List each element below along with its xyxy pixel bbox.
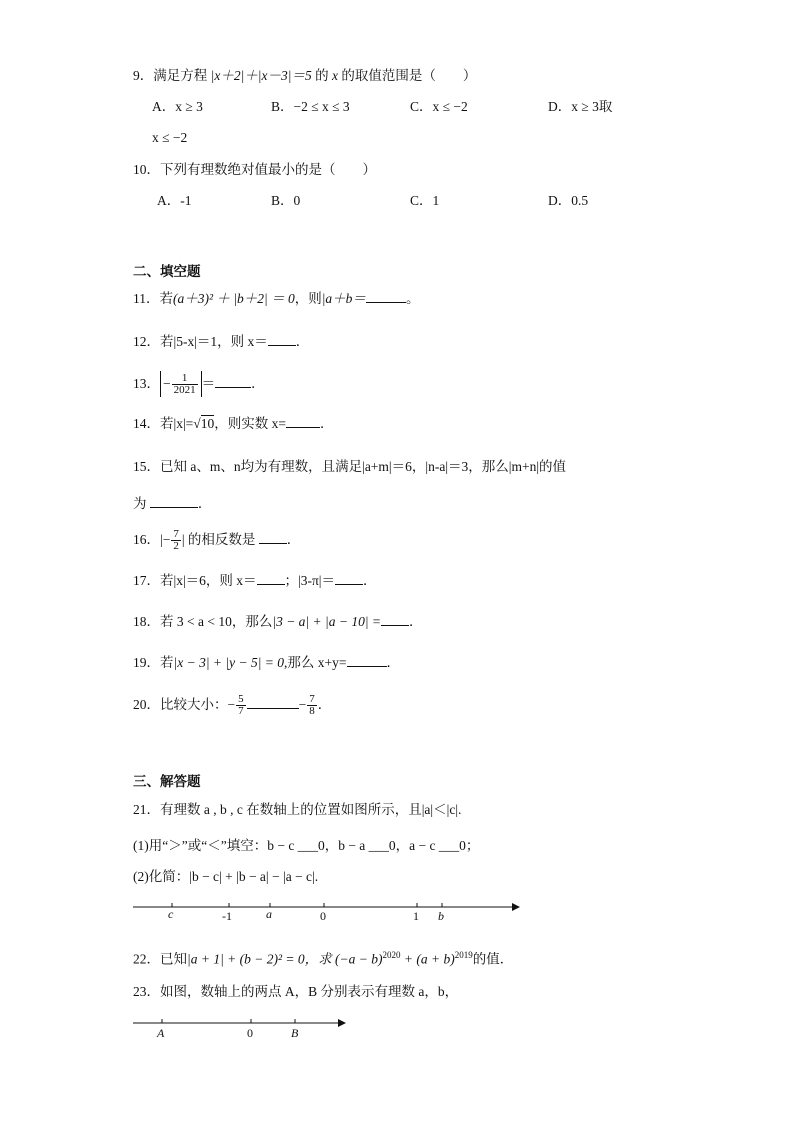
q16-fraction-denominator: 2 — [173, 540, 179, 553]
answer-blank[interactable] — [247, 696, 299, 709]
section-3-title: 三、解答题 — [133, 774, 201, 789]
q16-fraction-numerator: 7 — [173, 528, 179, 541]
axis-label-1: 1 — [413, 909, 419, 923]
answer-blank[interactable] — [381, 613, 409, 626]
question-17 — [133, 572, 377, 590]
question-13 — [133, 369, 265, 399]
answer-blank[interactable] — [347, 654, 387, 667]
q14-text: ，则实数 x= — [214, 416, 286, 431]
q17-text: ． — [363, 573, 377, 588]
q23-number-line — [128, 1012, 358, 1042]
question-15-line1: 15．已知 a、m、n均为有理数，且满足|a+m|＝6，|n-a|＝3，那么|m+n|的值 — [133, 459, 567, 474]
q19-text: 19．若 — [133, 655, 174, 670]
axis-label-b: b — [438, 909, 444, 923]
q11-text: ，则 — [294, 291, 322, 306]
answer-blank[interactable] — [150, 495, 198, 508]
q18-expression: |3 − a| + |a − 10| = — [272, 614, 382, 629]
question-12 — [133, 333, 309, 351]
q9-stem-part: 9．满足方程 — [133, 68, 208, 83]
question-22 — [133, 946, 513, 969]
q9-option-a[interactable]: A．x ≥ 3 — [152, 99, 203, 114]
q19-expression: |x − 3| + |y − 5| = 0 — [173, 655, 285, 670]
q12-text: ． — [295, 334, 310, 349]
q20-fraction-1-denominator: 7 — [238, 705, 244, 718]
q20-fraction-2-numerator: 7 — [309, 693, 315, 706]
q10-option-b[interactable]: B．0 — [271, 193, 301, 208]
axis-label-minus-1: -1 — [222, 909, 232, 923]
question-20 — [133, 690, 331, 720]
q16-text: 16．|− — [133, 532, 171, 547]
answer-blank[interactable] — [215, 375, 251, 388]
q13-fraction-numerator: 1 — [172, 373, 198, 385]
q22-exponent: 2019 — [454, 950, 473, 960]
question-9-stem — [133, 67, 476, 85]
question-14 — [133, 415, 333, 433]
question-18 — [133, 613, 423, 631]
axis-label-0: 0 — [247, 1026, 253, 1040]
question-10-stem: 10．下列有理数绝对值最小的是（ ） — [133, 162, 376, 177]
q9-option-b[interactable]: B．−2 ≤ x ≤ 3 — [271, 99, 350, 114]
axis-label-c: c — [168, 907, 174, 921]
q11-text: 。 — [405, 291, 420, 306]
q20-text: − — [298, 697, 307, 712]
q19-text: ． — [386, 655, 401, 670]
question-21-part1: (1)用“＞”或“＜”填空：b − c ___0，b − a ___0，a − c ___0； — [133, 838, 480, 853]
axis-label-a: a — [266, 907, 272, 921]
arrow-head-icon — [338, 1019, 346, 1027]
q22-expression: + (a + b) — [400, 951, 455, 967]
q9-variable: x — [331, 68, 338, 83]
q17-text: ；|3-π|＝ — [284, 573, 335, 588]
answer-blank[interactable] — [286, 415, 320, 428]
axis-label-A: A — [157, 1026, 165, 1040]
q18-text: ． — [409, 614, 423, 629]
q19-text: ,那么 x+y= — [284, 655, 347, 670]
answer-blank[interactable] — [366, 290, 406, 303]
q22-text: 的值． — [472, 951, 514, 967]
q14-text: ． — [319, 416, 334, 431]
question-21-part2: (2)化简：|b − c| + |b − a| − |a − c|. — [133, 869, 319, 884]
q13-text: 13． — [133, 376, 160, 391]
q11-text: 11．若 — [133, 291, 173, 306]
answer-blank[interactable] — [335, 572, 363, 585]
answer-blank[interactable] — [259, 531, 287, 544]
q10-option-c[interactable]: C．1 — [410, 193, 440, 208]
q11-expression: (a＋3)² ＋ |b＋2| ＝ 0 — [173, 291, 295, 306]
q22-text: 22．已知 — [133, 951, 187, 967]
question-19 — [133, 654, 400, 672]
arrow-head-icon — [512, 903, 520, 911]
q16-text: | 的相反数是 — [181, 532, 256, 547]
q21-number-line — [128, 896, 528, 926]
sqrt-symbol: √ — [193, 416, 201, 431]
q9-equation: |x＋2|＋|x－3|＝5 — [210, 68, 312, 83]
question-21-stem: 21．有理数 a , b , c 在数轴上的位置如图所示，且|a|＜|c|. — [133, 802, 462, 817]
q22-exponent: 2020 — [382, 950, 401, 960]
q18-text: 18．若 3 < a < 10，那么 — [133, 614, 273, 629]
q13-text: ＝ — [201, 376, 216, 391]
q22-expression: |a + 1| + (b − 2)² = 0，求 (−a − b) — [187, 951, 383, 967]
q13-text: ． — [251, 376, 265, 391]
answer-blank[interactable] — [257, 572, 285, 585]
question-15-line2 — [133, 495, 211, 513]
q20-text: 20．比较大小：− — [133, 697, 236, 712]
q20-fraction-2-denominator: 8 — [309, 705, 315, 718]
question-16 — [133, 526, 300, 554]
q9-option-d[interactable]: D．x ≥ 3取 — [548, 99, 613, 114]
question-11 — [133, 290, 419, 308]
q15-text: ． — [197, 496, 212, 511]
q10-option-d[interactable]: D．0.5 — [548, 193, 589, 208]
q9-option-c[interactable]: C．x ≤ −2 — [410, 99, 468, 114]
q12-text: 12．若|5-x|＝1，则 x＝ — [133, 334, 268, 349]
q13-fraction-denominator: 2021 — [173, 384, 196, 397]
q11-expression: |a＋b＝ — [321, 291, 366, 306]
q9-option-d-wrap: x ≤ −2 — [152, 130, 188, 145]
q20-fraction-1-numerator: 5 — [238, 693, 244, 706]
q17-text: 17．若|x|＝6，则 x＝ — [133, 573, 257, 588]
q14-radicand: 10 — [200, 416, 215, 431]
axis-label-B: B — [291, 1026, 299, 1040]
question-23-stem: 23．如图，数轴上的两点 A，B 分别表示有理数 a，b， — [133, 984, 459, 999]
q15-text: 为 — [133, 496, 147, 511]
answer-blank[interactable] — [268, 333, 296, 346]
section-2-title: 二、填空题 — [133, 264, 201, 279]
q14-text: 14．若|x|= — [133, 416, 194, 431]
q10-option-a[interactable]: A．-1 — [157, 193, 192, 208]
axis-label-0: 0 — [320, 909, 326, 923]
q9-stem-part: 的取值范围是（ ） — [341, 68, 477, 83]
q20-text: ． — [317, 697, 332, 712]
q9-stem-part: 的 — [315, 68, 329, 83]
q13-absolute-value: − $\frac{1}{2021}$ — [160, 371, 202, 397]
q16-text: ． — [286, 532, 301, 547]
